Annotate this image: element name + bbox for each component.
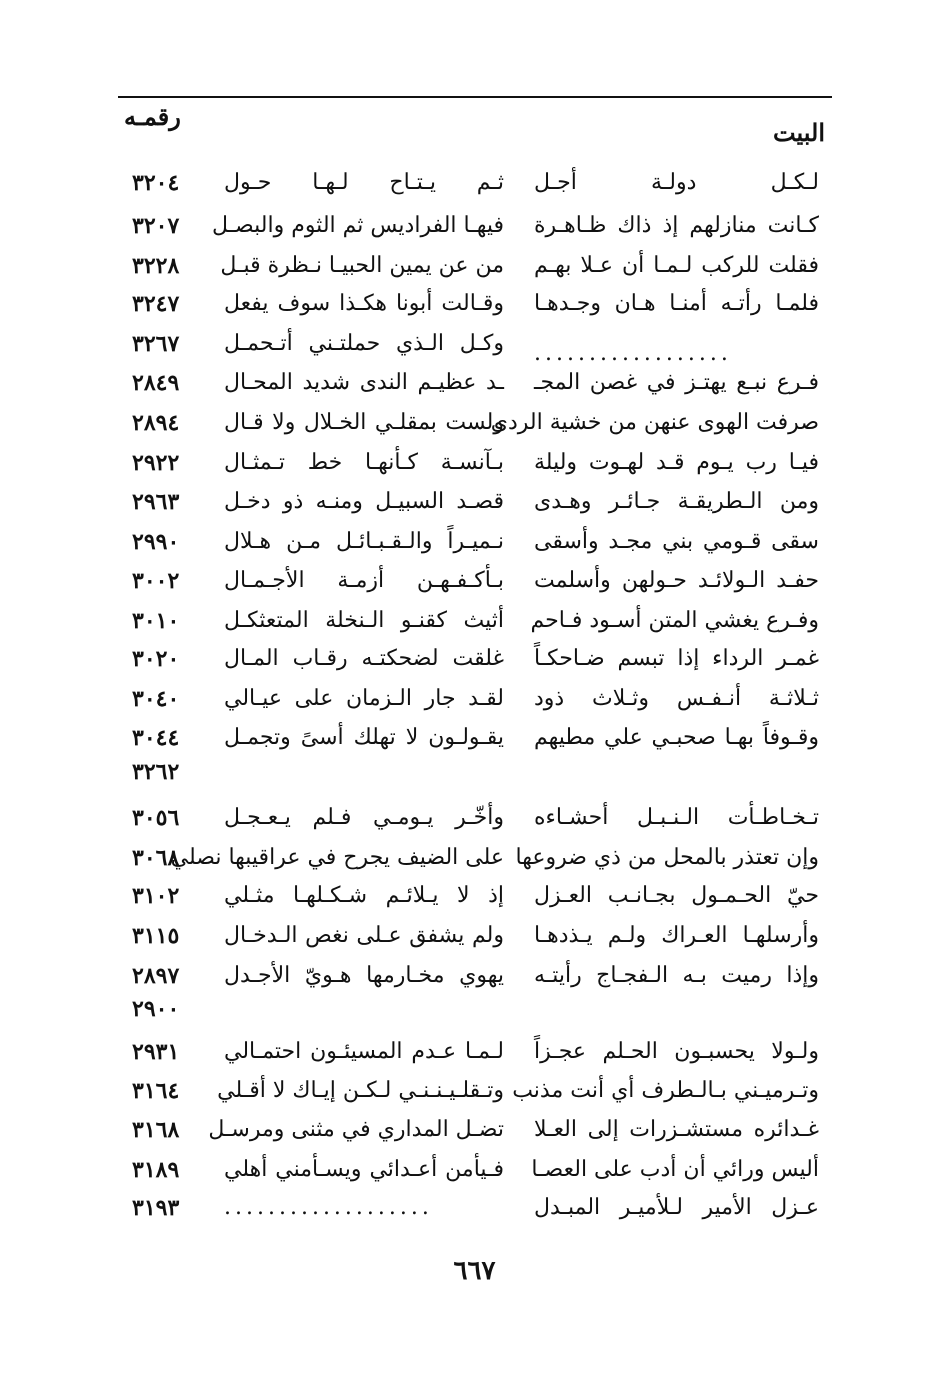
verse-number: ٣١١٥ xyxy=(132,923,180,949)
verse-number: ٣٢٠٧ xyxy=(132,213,180,239)
second-hemistich: بـأكـفـهـن أزمـة الأجـمـال xyxy=(224,568,504,593)
list-item xyxy=(0,246,949,286)
first-hemistich: وقـوفاً بهـا صحبـي علي مطيهم xyxy=(534,725,819,750)
second-hemistich: وأخّـر يـومـي فـلم يـعـجـل xyxy=(224,805,504,830)
page-number: ٦٦٧ xyxy=(453,1256,496,1286)
second-hemistich: فيهـا الفراديس ثم الثوم والبصـل xyxy=(211,213,504,238)
verse-number: ٣٢٤٧ xyxy=(132,291,180,317)
first-hemistich: سقى قـومي بني مجـد وأسقى xyxy=(534,529,819,554)
list-item xyxy=(0,1188,949,1228)
first-hemistich: تـخـاطـأت الـنـبـل أحشـاءه xyxy=(534,805,819,830)
verse-number: ٢٨٩٧ xyxy=(132,963,180,989)
first-hemistich: ثـلاثـة أنـفـس وثـلاث ذود xyxy=(534,686,819,711)
first-hemistich: أليس ورائي أن أدب على العصـا xyxy=(531,1157,819,1182)
second-hemistich: ـد عظيـم الندى شديد المحـال xyxy=(224,370,504,395)
list-item xyxy=(0,639,949,679)
first-hemistich: فلمـا رأتـه أمنـا هـان وجـدهـا xyxy=(534,291,819,316)
verse-number: ٢٩٩٠ xyxy=(132,529,180,555)
list-item xyxy=(0,838,949,878)
list-item xyxy=(0,482,949,522)
verse-number: ٢٩٦٣ xyxy=(132,489,180,515)
list-item xyxy=(0,916,949,956)
second-hemistich: ولست بمقلـي الخـلال ولا قـال xyxy=(224,410,504,435)
second-hemistich: ثـم يـتـاح لـهـا حـول xyxy=(224,170,504,195)
first-hemistich: عـزل الأمير لـلأميـر المبـدل xyxy=(534,1195,819,1220)
second-hemistich: يقـولـون لا تهلك أسىً وتجمـل xyxy=(224,725,504,750)
list-item xyxy=(0,1071,949,1111)
verse-number: ٣٠١٠ xyxy=(132,608,180,634)
first-hemistich: وتـرميـني بـالـطرف أي أنت مذنب xyxy=(512,1078,819,1103)
first-hemistich: صرفت الهوى عنهن من خشية الردى xyxy=(490,410,819,435)
list-item xyxy=(0,1110,949,1150)
second-hemistich: تضـل المداري في مثنى ومرسـل xyxy=(208,1117,504,1142)
second-hemistich: وكـل الـذي حملتـني أتـحمـل xyxy=(224,331,504,356)
list-item xyxy=(0,1150,949,1190)
list-item xyxy=(0,403,949,443)
list-item xyxy=(0,1032,949,1072)
list-item xyxy=(0,284,949,324)
list-item xyxy=(0,363,949,403)
first-hemistich: غمـر الرداء إذا تبسم ضـاحكـاً xyxy=(534,646,819,671)
second-hemistich: وقـالت أبونا هكـذا سوف يفعل xyxy=(224,291,504,316)
first-hemistich: وإذا رميت بـه الـفجـاج رأيتـه xyxy=(534,963,819,988)
first-hemistich: حفـد الـولائـد حـولهن وأسلمت xyxy=(534,568,819,593)
list-item xyxy=(0,443,949,483)
first-hemistich: ولـولا يحسبـون الحـلم عجـزاً xyxy=(534,1039,819,1064)
first-hemistich: وأرسلهـا العـراك ولـم يـذدهـا xyxy=(534,923,819,948)
second-hemistich: لقـد جار الـزمان على عيـالي xyxy=(224,686,504,711)
first-hemistich: وإن تعتذر بالمحل من ذي ضروعها xyxy=(515,845,819,870)
verse-number: ٣١٩٣ xyxy=(132,1195,180,1221)
verse-number: ٣١٦٤ xyxy=(132,1078,180,1104)
verse-number: ٣١٠٢ xyxy=(132,883,180,909)
first-hemistich: لـكـل دولـة أجـل xyxy=(534,170,819,195)
verse-number: ٢٩٣١ xyxy=(132,1039,180,1065)
list-item xyxy=(0,522,949,562)
first-hemistich: ومن الـطريقـة جـائـر وهـدى xyxy=(534,489,819,514)
first-hemistich: غـدائره مستشـزرات إلى العـلا xyxy=(534,1117,819,1142)
list-item xyxy=(0,601,949,641)
verse-number: ٣٠٥٦ xyxy=(132,805,180,831)
first-hemistich: فـرع نبـع يهتـز في غصن المجـ xyxy=(534,370,819,395)
second-hemistich: وتـقلـيـنـنـي لـكـن إيـاك لا أقـلي xyxy=(217,1078,504,1103)
verse-number: ٣٢٦٢ xyxy=(132,759,180,785)
second-hemistich: على الضيف يجرح في عراقيبها نصلي xyxy=(170,845,504,870)
first-hemistich: وفـرع يغشي المتن أسـود فـاحم xyxy=(530,608,819,633)
second-hemistich: لـمـا عـدم المسيئـون احتمـالي xyxy=(224,1039,504,1064)
verse-number: ٢٨٤٩ xyxy=(132,370,180,396)
second-hemistich: بـآنسـة كـأنهـا خط تـمثـال xyxy=(224,450,504,475)
list-item xyxy=(0,163,949,203)
second-hemistich: ولم يشفق عـلى نغص الـدخـال xyxy=(224,923,504,948)
verse-column-header: البيت xyxy=(772,118,825,147)
ellipsis-dots: ................... xyxy=(224,1195,433,1220)
verse-number: ٢٩٢٢ xyxy=(132,450,180,476)
verse-number: ٣٠٦٨ xyxy=(132,845,180,871)
ellipsis-dots: .................. xyxy=(534,341,732,366)
verse-number: ٣١٦٨ xyxy=(132,1117,180,1143)
verse-number: ٣١٨٩ xyxy=(132,1157,180,1183)
second-hemistich: غلقت لضحكتـه رقـاب المـال xyxy=(224,646,504,671)
second-hemistich: من عن يمين الحبيـا نـظرة قبـل xyxy=(220,253,504,278)
list-item xyxy=(0,876,949,916)
verse-number: ٣٠٢٠ xyxy=(132,646,180,672)
second-hemistich: قصـد السبيـل ومنـه ذو دخـل xyxy=(224,489,504,514)
verse-number: ٣٠٤٤ xyxy=(132,725,180,751)
first-hemistich: كـانت منازلهم إذ ذاك ظـاهـرة xyxy=(534,213,819,238)
second-hemistich: نـميـراً والـقـبـائـل مـن هـلال xyxy=(224,529,504,554)
second-hemistich: أثيث كقنـو الـنخلة المتعثكـل xyxy=(224,608,504,633)
first-hemistich: حيّ الحـمـول بجـانـب العـزل xyxy=(534,883,819,908)
list-item xyxy=(0,561,949,601)
list-item xyxy=(0,752,949,792)
verse-number: ٣٠٤٠ xyxy=(132,686,180,712)
second-hemistich: إذ لا يـلائـم شـكـلهـا مثـلي xyxy=(224,883,504,908)
verse-number: ٢٩٠٠ xyxy=(132,996,180,1022)
verse-number: ٣٢٢٨ xyxy=(132,253,180,279)
list-item xyxy=(0,989,949,1029)
first-hemistich: فقلت للركب لـمـا أن عـلا بهـم xyxy=(534,253,819,278)
first-hemistich: فيـا رب يـوم قـد لهـوت وليلة xyxy=(534,450,819,475)
verse-number: ٣٢٦٧ xyxy=(132,331,180,357)
list-item xyxy=(0,798,949,838)
list-item xyxy=(0,679,949,719)
list-item xyxy=(0,206,949,246)
second-hemistich: يهوي مخـارمها هـويّ الأجـدل xyxy=(224,963,504,988)
number-column-header: رقمـه xyxy=(124,102,181,131)
verse-number: ٣٢٠٤ xyxy=(132,170,180,196)
verse-number: ٢٨٩٤ xyxy=(132,410,180,436)
verse-number: ٣٠٠٢ xyxy=(132,568,180,594)
second-hemistich: فـيأمن أعـدائي ويسـأمني أهلي xyxy=(224,1157,504,1182)
